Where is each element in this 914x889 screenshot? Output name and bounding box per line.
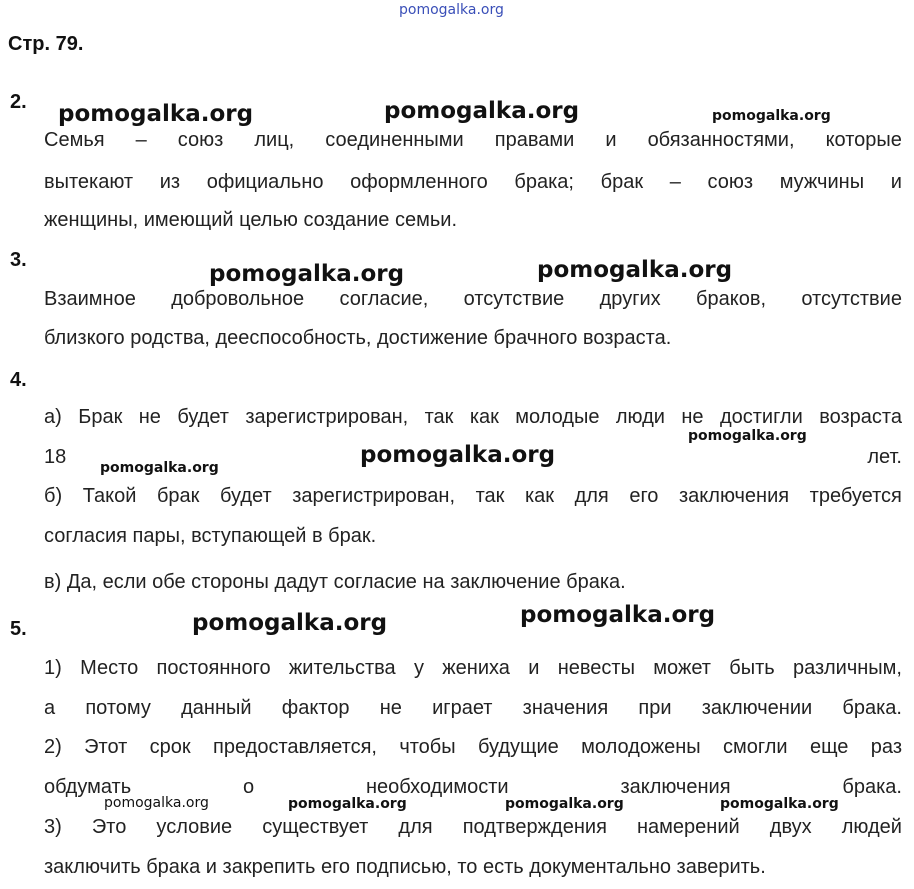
word: людей xyxy=(841,816,902,838)
word: значения xyxy=(522,697,609,719)
word: 18 xyxy=(44,446,67,468)
word: жительства xyxy=(288,657,396,679)
word: может xyxy=(653,657,711,679)
word: как xyxy=(469,406,499,428)
word: не xyxy=(138,406,161,428)
word: Брак xyxy=(78,406,123,428)
word: и xyxy=(890,171,902,193)
word: официально xyxy=(206,171,324,193)
word: двух xyxy=(769,816,812,838)
word: молодые xyxy=(515,406,600,428)
word: браков, xyxy=(696,288,766,310)
word: и xyxy=(528,657,540,679)
word: мужчины xyxy=(779,171,865,193)
word: союз xyxy=(177,129,224,151)
task-number-4: 4. xyxy=(10,369,27,391)
watermark: pomogalka.org xyxy=(360,442,556,468)
word: добровольное xyxy=(171,288,305,310)
word: обязанностями, xyxy=(647,129,795,151)
word: для xyxy=(574,485,609,507)
text-line: заключить брака и закрепить его подписью, то есть документально заверить. xyxy=(44,856,766,878)
word: будущие xyxy=(478,736,559,758)
word: которые xyxy=(825,129,902,151)
word: при xyxy=(638,697,672,719)
word: вытекают xyxy=(44,171,134,193)
text-line: близкого родства, дееспособность, достижение брачного возраста. xyxy=(44,327,672,349)
watermark: pomogalka.org xyxy=(505,796,624,812)
word: брака; xyxy=(514,171,574,193)
word: соединенными xyxy=(325,129,464,151)
word: Такой xyxy=(82,485,137,507)
word: раз xyxy=(870,736,902,758)
word: требуется xyxy=(809,485,902,507)
text-line xyxy=(44,287,902,311)
watermark: pomogalka.org xyxy=(288,796,407,812)
text-line xyxy=(44,815,902,839)
word: еще xyxy=(809,736,849,758)
watermark: pomogalka.org xyxy=(192,610,388,636)
word: будет xyxy=(219,485,272,507)
word: существует xyxy=(262,816,369,838)
word: б) xyxy=(44,485,63,507)
word: – xyxy=(669,171,681,193)
word: намерений xyxy=(637,816,740,838)
word: условие xyxy=(156,816,233,838)
watermark: pomogalka.org xyxy=(712,108,831,124)
word: согласие, xyxy=(339,288,429,310)
word: союз xyxy=(707,171,754,193)
page-title: Стр. 79. xyxy=(8,33,84,55)
watermark-top: pomogalka.org xyxy=(399,2,504,18)
word: не xyxy=(379,697,402,719)
word: молодожены xyxy=(581,736,701,758)
word: других xyxy=(599,288,661,310)
word: люди xyxy=(615,406,665,428)
word: будет xyxy=(177,406,229,428)
text-line xyxy=(44,735,902,759)
word: 2) xyxy=(44,736,62,758)
word: брак xyxy=(156,485,200,507)
watermark: pomogalka.org xyxy=(209,261,405,287)
word: оформленного xyxy=(350,171,488,193)
word: Семья xyxy=(44,129,105,151)
word: чтобы xyxy=(399,736,456,758)
word: у xyxy=(413,657,424,679)
text-line xyxy=(44,656,902,680)
word: зарегистрирован, xyxy=(292,485,456,507)
text-line xyxy=(44,696,902,720)
word: подтверждения xyxy=(462,816,607,838)
word: Этот xyxy=(84,736,128,758)
word: жениха xyxy=(442,657,510,679)
word: Это xyxy=(91,816,127,838)
task-number-3: 3. xyxy=(10,249,27,271)
word: так xyxy=(424,406,454,428)
word: невесты xyxy=(557,657,635,679)
word: и xyxy=(605,129,617,151)
word: о xyxy=(243,776,255,798)
watermark: pomogalka.org xyxy=(384,98,580,124)
word: лет. xyxy=(867,446,902,468)
watermark: pomogalka.org xyxy=(100,460,219,476)
word: потому xyxy=(85,697,151,719)
word: быть xyxy=(729,657,775,679)
word: – xyxy=(135,129,147,151)
word: заключения xyxy=(679,485,790,507)
word: достигли xyxy=(719,406,803,428)
word: постоянного xyxy=(156,657,271,679)
text-line: женщины, имеющий целью создание семьи. xyxy=(44,209,458,231)
word: так xyxy=(475,485,505,507)
task-number-5: 5. xyxy=(10,618,27,640)
word: различным, xyxy=(793,657,902,679)
watermark: pomogalka.org xyxy=(688,428,807,444)
word: не xyxy=(681,406,704,428)
word: брака. xyxy=(842,776,902,798)
word: предоставляется, xyxy=(213,736,377,758)
word: срок xyxy=(149,736,191,758)
word: играет xyxy=(432,697,493,719)
word: как xyxy=(524,485,555,507)
word: зарегистрирован, xyxy=(245,406,409,428)
word: 1) xyxy=(44,657,62,679)
word: а) xyxy=(44,406,62,428)
text-line xyxy=(44,170,902,194)
watermark: pomogalka.org xyxy=(520,602,716,628)
word: Взаимное xyxy=(44,288,136,310)
word: фактор xyxy=(281,697,350,719)
text-line: в) Да, если обе стороны дадут согласие на заключение брака. xyxy=(44,571,626,593)
watermark: pomogalka.org xyxy=(58,101,254,127)
word: для xyxy=(398,816,433,838)
word: обдумать xyxy=(44,776,132,798)
word: отсутствие xyxy=(801,288,902,310)
word: из xyxy=(159,171,181,193)
word: брака. xyxy=(842,697,902,719)
watermark: pomogalka.org xyxy=(537,257,733,283)
word: отсутствие xyxy=(463,288,565,310)
word: возраста xyxy=(819,406,902,428)
task-number-2: 2. xyxy=(10,91,27,113)
word: брак xyxy=(600,171,644,193)
word: данный xyxy=(181,697,252,719)
text-line: согласия пары, вступающей в брак. xyxy=(44,525,377,547)
watermark: pomogalka.org xyxy=(720,796,839,812)
word: 3) xyxy=(44,816,62,838)
text-line xyxy=(44,128,902,152)
word: необходимости xyxy=(365,776,509,798)
word: его xyxy=(629,485,659,507)
watermark: pomogalka.org xyxy=(104,795,209,811)
text-line xyxy=(44,484,902,508)
word: заключения xyxy=(620,776,731,798)
word: смогли xyxy=(723,736,788,758)
word: лиц, xyxy=(254,129,295,151)
text-line xyxy=(44,405,902,429)
word: а xyxy=(44,697,56,719)
word: правами xyxy=(494,129,575,151)
word: заключении xyxy=(701,697,813,719)
word: Место xyxy=(80,657,139,679)
